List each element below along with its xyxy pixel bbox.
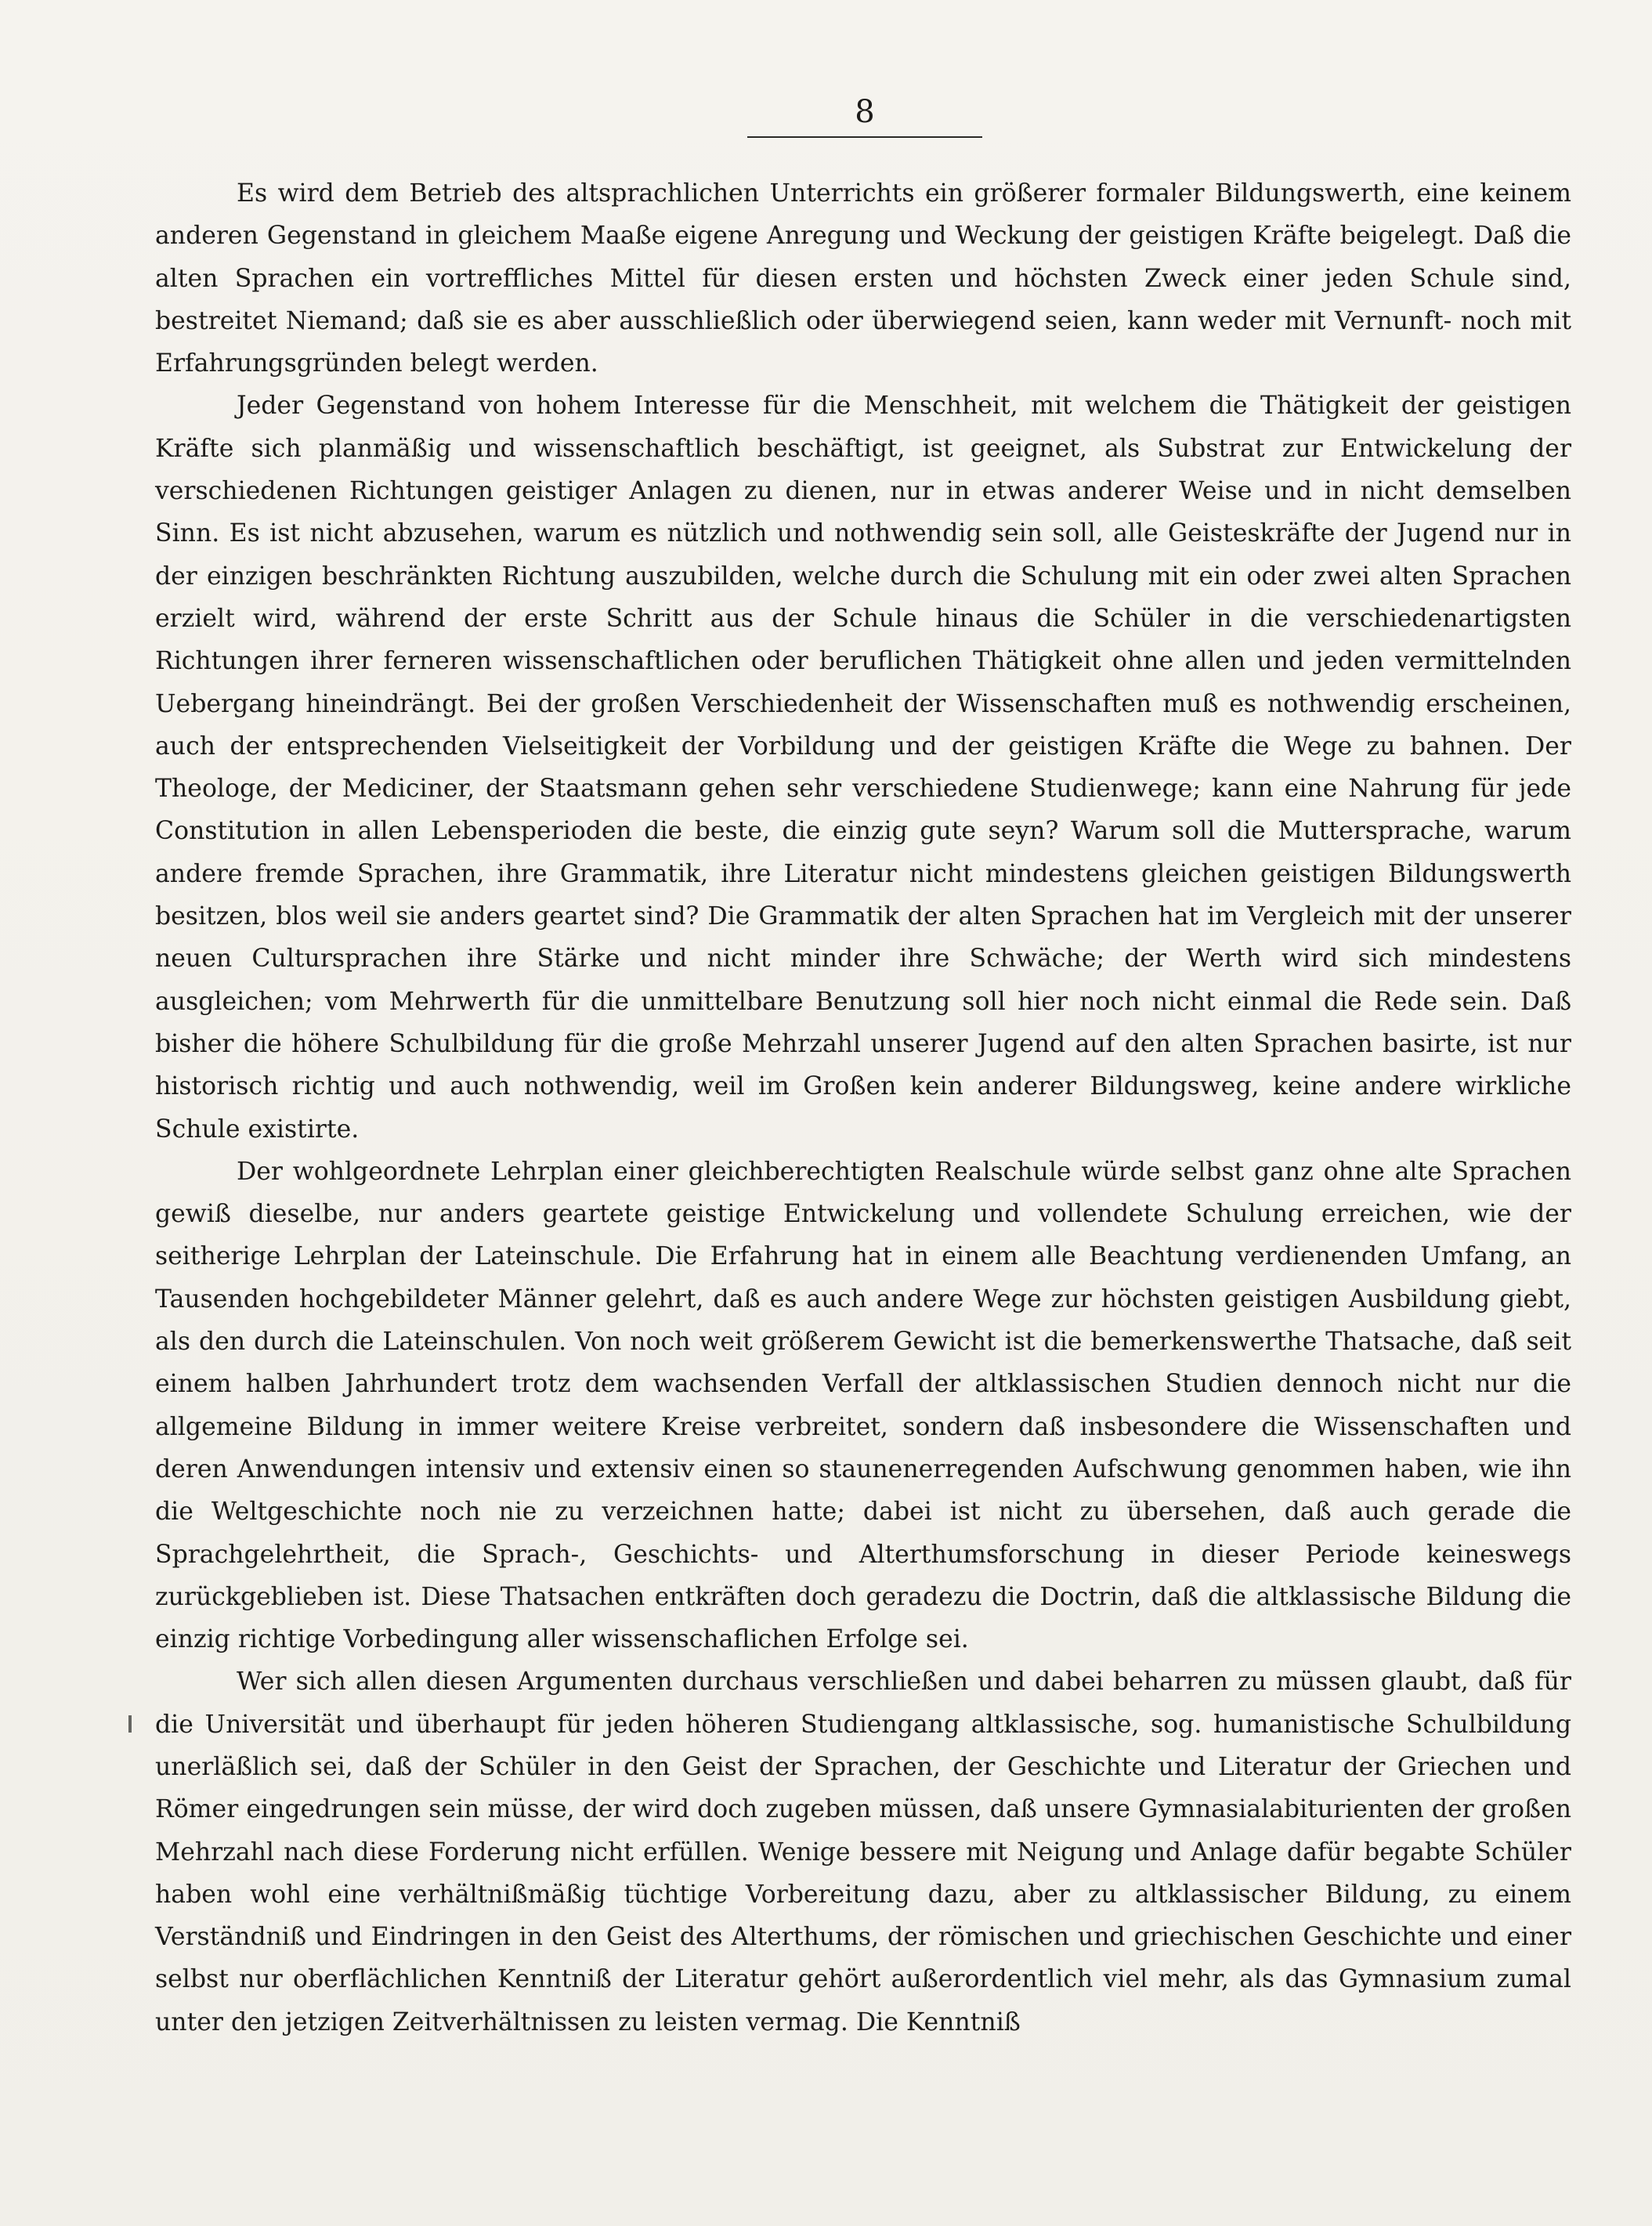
- body-text: [155, 172, 1571, 2044]
- page-number: 8: [855, 94, 875, 130]
- paragraph: Jeder Gegenstand von hohem Interesse für die Menschheit, mit welchem die Thätigkeit der geistigen Kräfte sich planmäßig und wissenschaftlich beschäftigt, ist geeignet, als Substrat zur Entwickelung der verschiedenen Richtungen geistiger Anlagen zu dienen, nur in etwas anderer Weise und in nicht demselben Sinn. Es ist nicht abzusehen, warum es nützlich und nothwendig sein soll, alle Geisteskräfte der Jugend nur in der einzigen beschränkten Richtung auszubilden, welche durch die Schulung mit ein oder zwei alten Sprachen erzielt wird, während der erste Schritt aus der Schule hinaus die Schüler in die verschiedenartigsten Richtungen ihrer ferneren wissenschaftlichen oder beruflichen Thätigkeit ohne allen und jeden vermittelnden Uebergang hineindrängt. Bei der großen Verschiedenheit der Wissenschaften muß es nothwendig erscheinen, auch der entsprechenden Vielseitigkeit der Vorbildung und der geistigen Kräfte die Wege zu bahnen. Der Theologe, der Mediciner, der Staatsmann gehen sehr verschiedene Studienwege; kann eine Nahrung für jede Constitution in allen Lebensperioden die beste, die einzig gute seyn? Warum soll die Muttersprache, warum andere fremde Sprachen, ihre Grammatik, ihre Literatur nicht mindestens gleichen geistigen Bildungswerth besitzen, blos weil sie anders geartet sind? Die Grammatik der alten Sprachen hat im Vergleich mit der unserer neuen Cultursprachen ihre Stärke und nicht minder ihre Schwäche; der Werth wird sich mindestens ausgleichen; vom Mehrwerth für die unmittelbare Benutzung soll hier noch nicht einmal die Rede sein. Daß bisher die höhere Schulbildung für die große Mehrzahl unserer Jugend auf den alten Sprachen basirte, ist nur historisch richtig und auch nothwendig, weil im Großen kein anderer Bildungsweg, keine andere wirkliche Schule existirte.: [155, 392, 1571, 1144]
- paragraph: Der wohlgeordnete Lehrplan einer gleichberechtigten Realschule würde selbst ganz ohne alte Sprachen gewiß dieselbe, nur anders geartete geistige Entwickelung und vollendete Schulung erreichen, wie der seitherige Lehrplan der Lateinschule. Die Erfahrung hat in einem alle Beachtung verdienenden Umfang, an Tausenden hochgebildeter Männer gelehrt, daß es auch andere Wege zur höchsten geistigen Ausbildung giebt, als den durch die Lateinschulen. Von noch weit größerem Gewicht ist die bemerkenswerthe Thatsache, daß seit einem halben Jahrhundert trotz dem wachsenden Verfall der altklassischen Studien dennoch nicht nur die allgemeine Bildung in immer weitere Kreise verbreitet, sondern daß insbesondere die Wissenschaften und deren Anwendungen intensiv und extensiv einen so staunenerregenden Aufschwung genommen haben, wie ihn die Weltgeschichte noch nie zu verzeichnen hatte; dabei ist nicht zu übersehen, daß auch gerade die Sprachgelehrtheit, die Sprach-, Geschichts- und Alterthumsforschung in dieser Periode keineswegs zurückgeblieben ist. Diese Thatsachen entkräften doch geradezu die Doctrin, daß die altklassische Bildung die einzig richtige Vorbedingung aller wissenschaflichen Erfolge sei.: [155, 1157, 1571, 1654]
- margin-mark: [128, 1715, 132, 1733]
- header-rule: [747, 136, 982, 138]
- paragraph: Wer sich allen diesen Argumenten durchaus verschließen und dabei beharren zu müssen glaubt, daß für die Universität und überhaupt für jeden höheren Studiengang altklassische, sog. humanistische Schulbildung unerläßlich sei, daß der Schüler in den Geist der Sprachen, der Geschichte und Literatur der Griechen und Römer eingedrungen sein müsse, der wird doch zugeben müssen, daß unsere Gymnasialabiturienten der großen Mehrzahl nach diese Forderung nicht erfüllen. Wenige bessere mit Neigung und Anlage dafür begabte Schüler haben wohl eine verhältnißmäßig tüchtige Vorbereitung dazu, aber zu altklassischer Bildung, zu einem Verständniß und Eindringen in den Geist des Alterthums, der römischen und griechischen Geschichte und einer selbst nur oberflächlichen Kenntniß der Literatur gehört außerordentlich viel mehr, als das Gymnasium zumal unter den jetzigen Zeitverhältnissen zu leisten vermag. Die Kenntniß: [155, 1668, 1571, 2036]
- paragraph: Es wird dem Betrieb des altsprachlichen Unterrichts ein größerer formaler Bildungswerth, eine keinem anderen Gegenstand in gleichem Maaße eigene Anregung und Weckung der geistigen Kräfte beigelegt. Daß die alten Sprachen ein vortreffliches Mittel für diesen ersten und höchsten Zweck einer jeden Schule sind, bestreitet Niemand; daß sie es aber ausschließlich oder überwiegend seien, kann weder mit Vernunft- noch mit Erfahrungsgründen belegt werden.: [155, 179, 1571, 378]
